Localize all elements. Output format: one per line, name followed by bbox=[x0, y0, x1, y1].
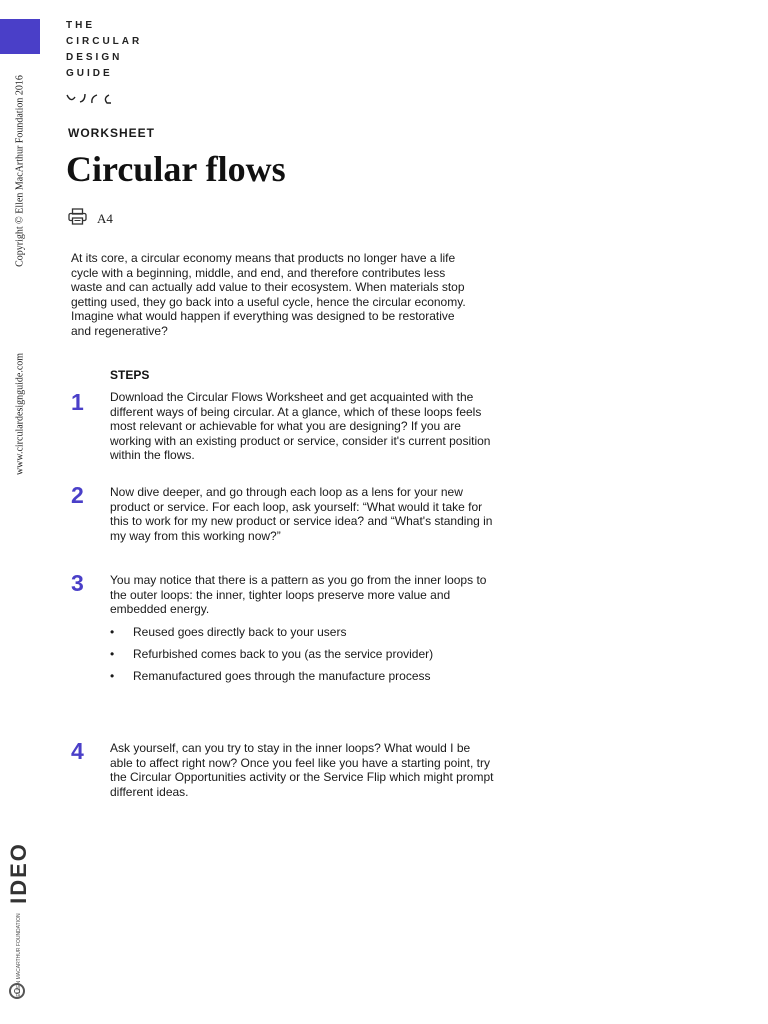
print-size-label[interactable]: A4 bbox=[97, 211, 113, 226]
copyright-text: Copyright © Ellen MacArthur Foundation 2016 bbox=[14, 75, 26, 267]
guide-mark-icon bbox=[66, 92, 114, 110]
accent-block bbox=[0, 19, 40, 54]
step-number: 2 bbox=[71, 482, 84, 508]
list-item: • Reused goes directly back to your users bbox=[110, 625, 347, 639]
intro-paragraph: At its core, a circular economy means that products no longer have a life cycle with a beginning, middle, and end, and therefore contributes less waste and can actually add value to their ecosystem. When materials stop getting used, they go back into a useful cycle, hence the circular economy. Imagine what would happen if everything was designed to be restorative and regenerative? bbox=[71, 251, 466, 338]
guide-title: THE CIRCULAR DESIGN GUIDE bbox=[66, 20, 143, 79]
ideo-logo: IDEO bbox=[6, 842, 31, 904]
steps-heading: STEPS bbox=[110, 368, 150, 382]
worksheet-label: WORKSHEET bbox=[68, 126, 155, 140]
list-item: • Remanufactured goes through the manufacture process bbox=[110, 669, 431, 683]
print-option[interactable] bbox=[68, 208, 113, 230]
website-link[interactable]: www.circulardesignguide.com bbox=[14, 352, 26, 476]
step-text: Now dive deeper, and go through each loop as a lens for your new product or service. For each loop, ask yourself: “What would it take for this to work for my new product or service idea? and “What's standing in my way from this working now?” bbox=[110, 485, 493, 543]
list-item: • Refurbished comes back to you (as the service provider) bbox=[110, 647, 434, 661]
step-number: 1 bbox=[71, 389, 84, 415]
foundation-logo-text: ELLEN MACARTHUR FOUNDATION bbox=[16, 913, 22, 997]
step-text: You may notice that there is a pattern as you go from the inner loops to the outer loops: the inner, tighter loops preserve more value and embedded energy. bbox=[110, 573, 487, 617]
step-text: Ask yourself, can you try to stay in the inner loops? What would I be able to affect right now? Once you feel like you have a starting point, try the Circular Opportunities activity or the Service Flip which might prompt different ideas. bbox=[110, 741, 494, 799]
foundation-logo-icon bbox=[9, 983, 25, 999]
page-title: Circular flows bbox=[66, 149, 286, 189]
step-number: 4 bbox=[71, 738, 84, 764]
printer-icon[interactable] bbox=[68, 208, 87, 230]
step-number: 3 bbox=[71, 570, 84, 596]
step-text: Download the Circular Flows Worksheet and get acquainted with the different ways of being circular. At a glance, which of these loops feels most relevant or achievable for what you are designing? If you are working with an existing product or service, consider it's current position within the flows. bbox=[110, 390, 491, 463]
